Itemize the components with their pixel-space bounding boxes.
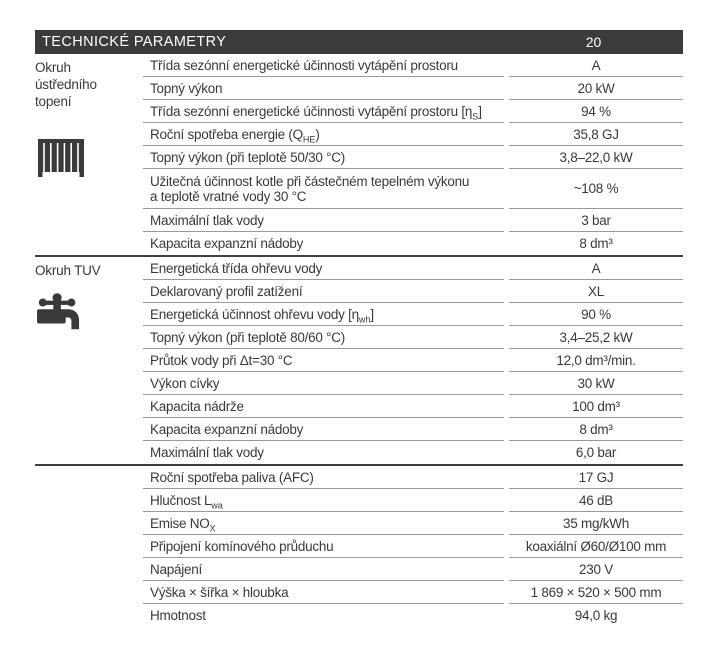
parameter-label: Topný výkon bbox=[143, 77, 504, 100]
table-row bbox=[143, 146, 683, 169]
faucet-icon-holder bbox=[37, 293, 143, 335]
table-row bbox=[143, 54, 683, 77]
parameter-label: Průtok vody při Δt=30 °C bbox=[143, 349, 504, 372]
parameter-label: Třída sezónní energetické účinnosti vytápění prostoru bbox=[143, 54, 504, 77]
parameter-value: 30 kW bbox=[509, 372, 683, 395]
parameter-value: A bbox=[509, 257, 683, 280]
table-row bbox=[143, 581, 683, 604]
parameter-value: 35 mg/kWh bbox=[509, 512, 683, 535]
parameter-value: 35,8 GJ bbox=[509, 123, 683, 146]
parameter-value: 12,0 dm³/min. bbox=[509, 349, 683, 372]
parameter-value: 6,0 bar bbox=[575, 445, 617, 460]
table-row bbox=[143, 604, 683, 627]
table-row bbox=[143, 280, 683, 303]
parameter-value: 8 dm³ bbox=[579, 236, 613, 251]
technical-parameters-table bbox=[35, 30, 683, 627]
parameter-value: 3 bar bbox=[509, 209, 683, 232]
table-row bbox=[143, 209, 683, 232]
faucet-icon bbox=[37, 293, 81, 335]
table-header bbox=[35, 30, 683, 54]
parameter-value: 3,8–22,0 kW bbox=[509, 146, 683, 169]
table-row bbox=[143, 169, 683, 209]
parameter-label: Roční spotřeba paliva (AFC) bbox=[143, 466, 504, 489]
parameter-value: 8 dm³ bbox=[509, 418, 683, 441]
table-row bbox=[143, 395, 683, 418]
parameter-value: koaxiální Ø60/Ø100 mm bbox=[509, 535, 683, 558]
parameter-value: 90 % bbox=[509, 303, 683, 326]
parameter-value: 100 dm³ bbox=[509, 395, 683, 418]
parameter-label: Užitečná účinnost kotle při částečném tepelném výkonu a teplotě vratné vody 30 °C bbox=[143, 169, 504, 209]
parameter-label: Maximální tlak vody bbox=[150, 445, 264, 460]
radiator-icon-holder bbox=[37, 139, 143, 177]
parameter-value: 1 869 × 520 × 500 mm bbox=[509, 581, 683, 604]
rows-container bbox=[143, 54, 683, 255]
table-row bbox=[143, 303, 683, 326]
section-group bbox=[35, 466, 143, 627]
parameter-label: Energetická účinnost ohřevu vody $[\eta_{wh}]$ bbox=[143, 303, 504, 326]
radiator-icon bbox=[37, 139, 85, 177]
rows-container bbox=[143, 466, 683, 627]
model-badge: 20 bbox=[585, 34, 602, 50]
table-row bbox=[143, 123, 683, 146]
parameter-label: Připojení komínového průduchu bbox=[143, 535, 504, 558]
rows-container bbox=[143, 257, 683, 464]
sections-container bbox=[35, 54, 683, 627]
parameter-label: Maximální tlak vody bbox=[143, 209, 504, 232]
parameter-value: 94,0 kg bbox=[574, 608, 618, 623]
table-row bbox=[143, 558, 683, 581]
table-row bbox=[143, 349, 683, 372]
table-row bbox=[143, 441, 683, 464]
parameter-value: 230 V bbox=[509, 558, 683, 581]
parameter-label: Energetická třída ohřevu vody bbox=[143, 257, 504, 280]
parameter-label: Výška × šířka × hloubka bbox=[143, 581, 504, 604]
table-section bbox=[35, 255, 683, 464]
parameter-value: ~108 % bbox=[509, 169, 683, 209]
table-row bbox=[143, 232, 683, 255]
section-group-label: Okruh TUV bbox=[35, 263, 101, 278]
parameter-value: 17 GJ bbox=[509, 466, 683, 489]
parameter-label: Hmotnost bbox=[150, 608, 206, 623]
table-row bbox=[143, 489, 683, 512]
parameter-label: Kapacita expanzní nádoby bbox=[150, 236, 304, 251]
parameter-label: Napájení bbox=[143, 558, 504, 581]
parameter-label: Deklarovaný profil zatížení bbox=[143, 280, 504, 303]
parameter-label: Kapacita nádrže bbox=[143, 395, 504, 418]
parameter-label: Emise $NO_X$ bbox=[143, 512, 504, 535]
table-row bbox=[143, 326, 683, 349]
table-row bbox=[143, 372, 683, 395]
parameter-label: Kapacita expanzní nádoby bbox=[143, 418, 504, 441]
table-row bbox=[143, 257, 683, 280]
parameter-label: Topný výkon (při teplotě 50/30 °C) bbox=[143, 146, 504, 169]
table-section bbox=[35, 54, 683, 255]
parameter-value: 46 dB bbox=[509, 489, 683, 512]
section-group-label: Okruh ústředního topení bbox=[35, 60, 97, 109]
parameter-label: Topný výkon (při teplotě 80/60 °C) bbox=[143, 326, 504, 349]
section-group bbox=[35, 257, 143, 464]
parameter-value: XL bbox=[509, 280, 683, 303]
table-row bbox=[143, 77, 683, 100]
parameter-value: 20 kW bbox=[509, 77, 683, 100]
table-row bbox=[143, 512, 683, 535]
parameter-label: Roční spotřeba energie $(Q_{HE})$ bbox=[143, 123, 504, 146]
table-section bbox=[35, 464, 683, 627]
table-row bbox=[143, 100, 683, 123]
table-row bbox=[143, 535, 683, 558]
section-group bbox=[35, 54, 143, 255]
table-row bbox=[143, 418, 683, 441]
parameter-label: Třída sezónní energetické účinnosti vytápění prostoru $[\eta_S]$ bbox=[143, 100, 504, 123]
table-title: TECHNICKÉ PARAMETRY bbox=[42, 34, 227, 50]
parameter-label: Hlučnost $L_{wa}$ bbox=[143, 489, 504, 512]
parameter-value: 94 % bbox=[509, 100, 683, 123]
parameter-value: A bbox=[509, 54, 683, 77]
table-row bbox=[143, 466, 683, 489]
parameter-label: Výkon cívky bbox=[143, 372, 504, 395]
parameter-value: 3,4–25,2 kW bbox=[509, 326, 683, 349]
